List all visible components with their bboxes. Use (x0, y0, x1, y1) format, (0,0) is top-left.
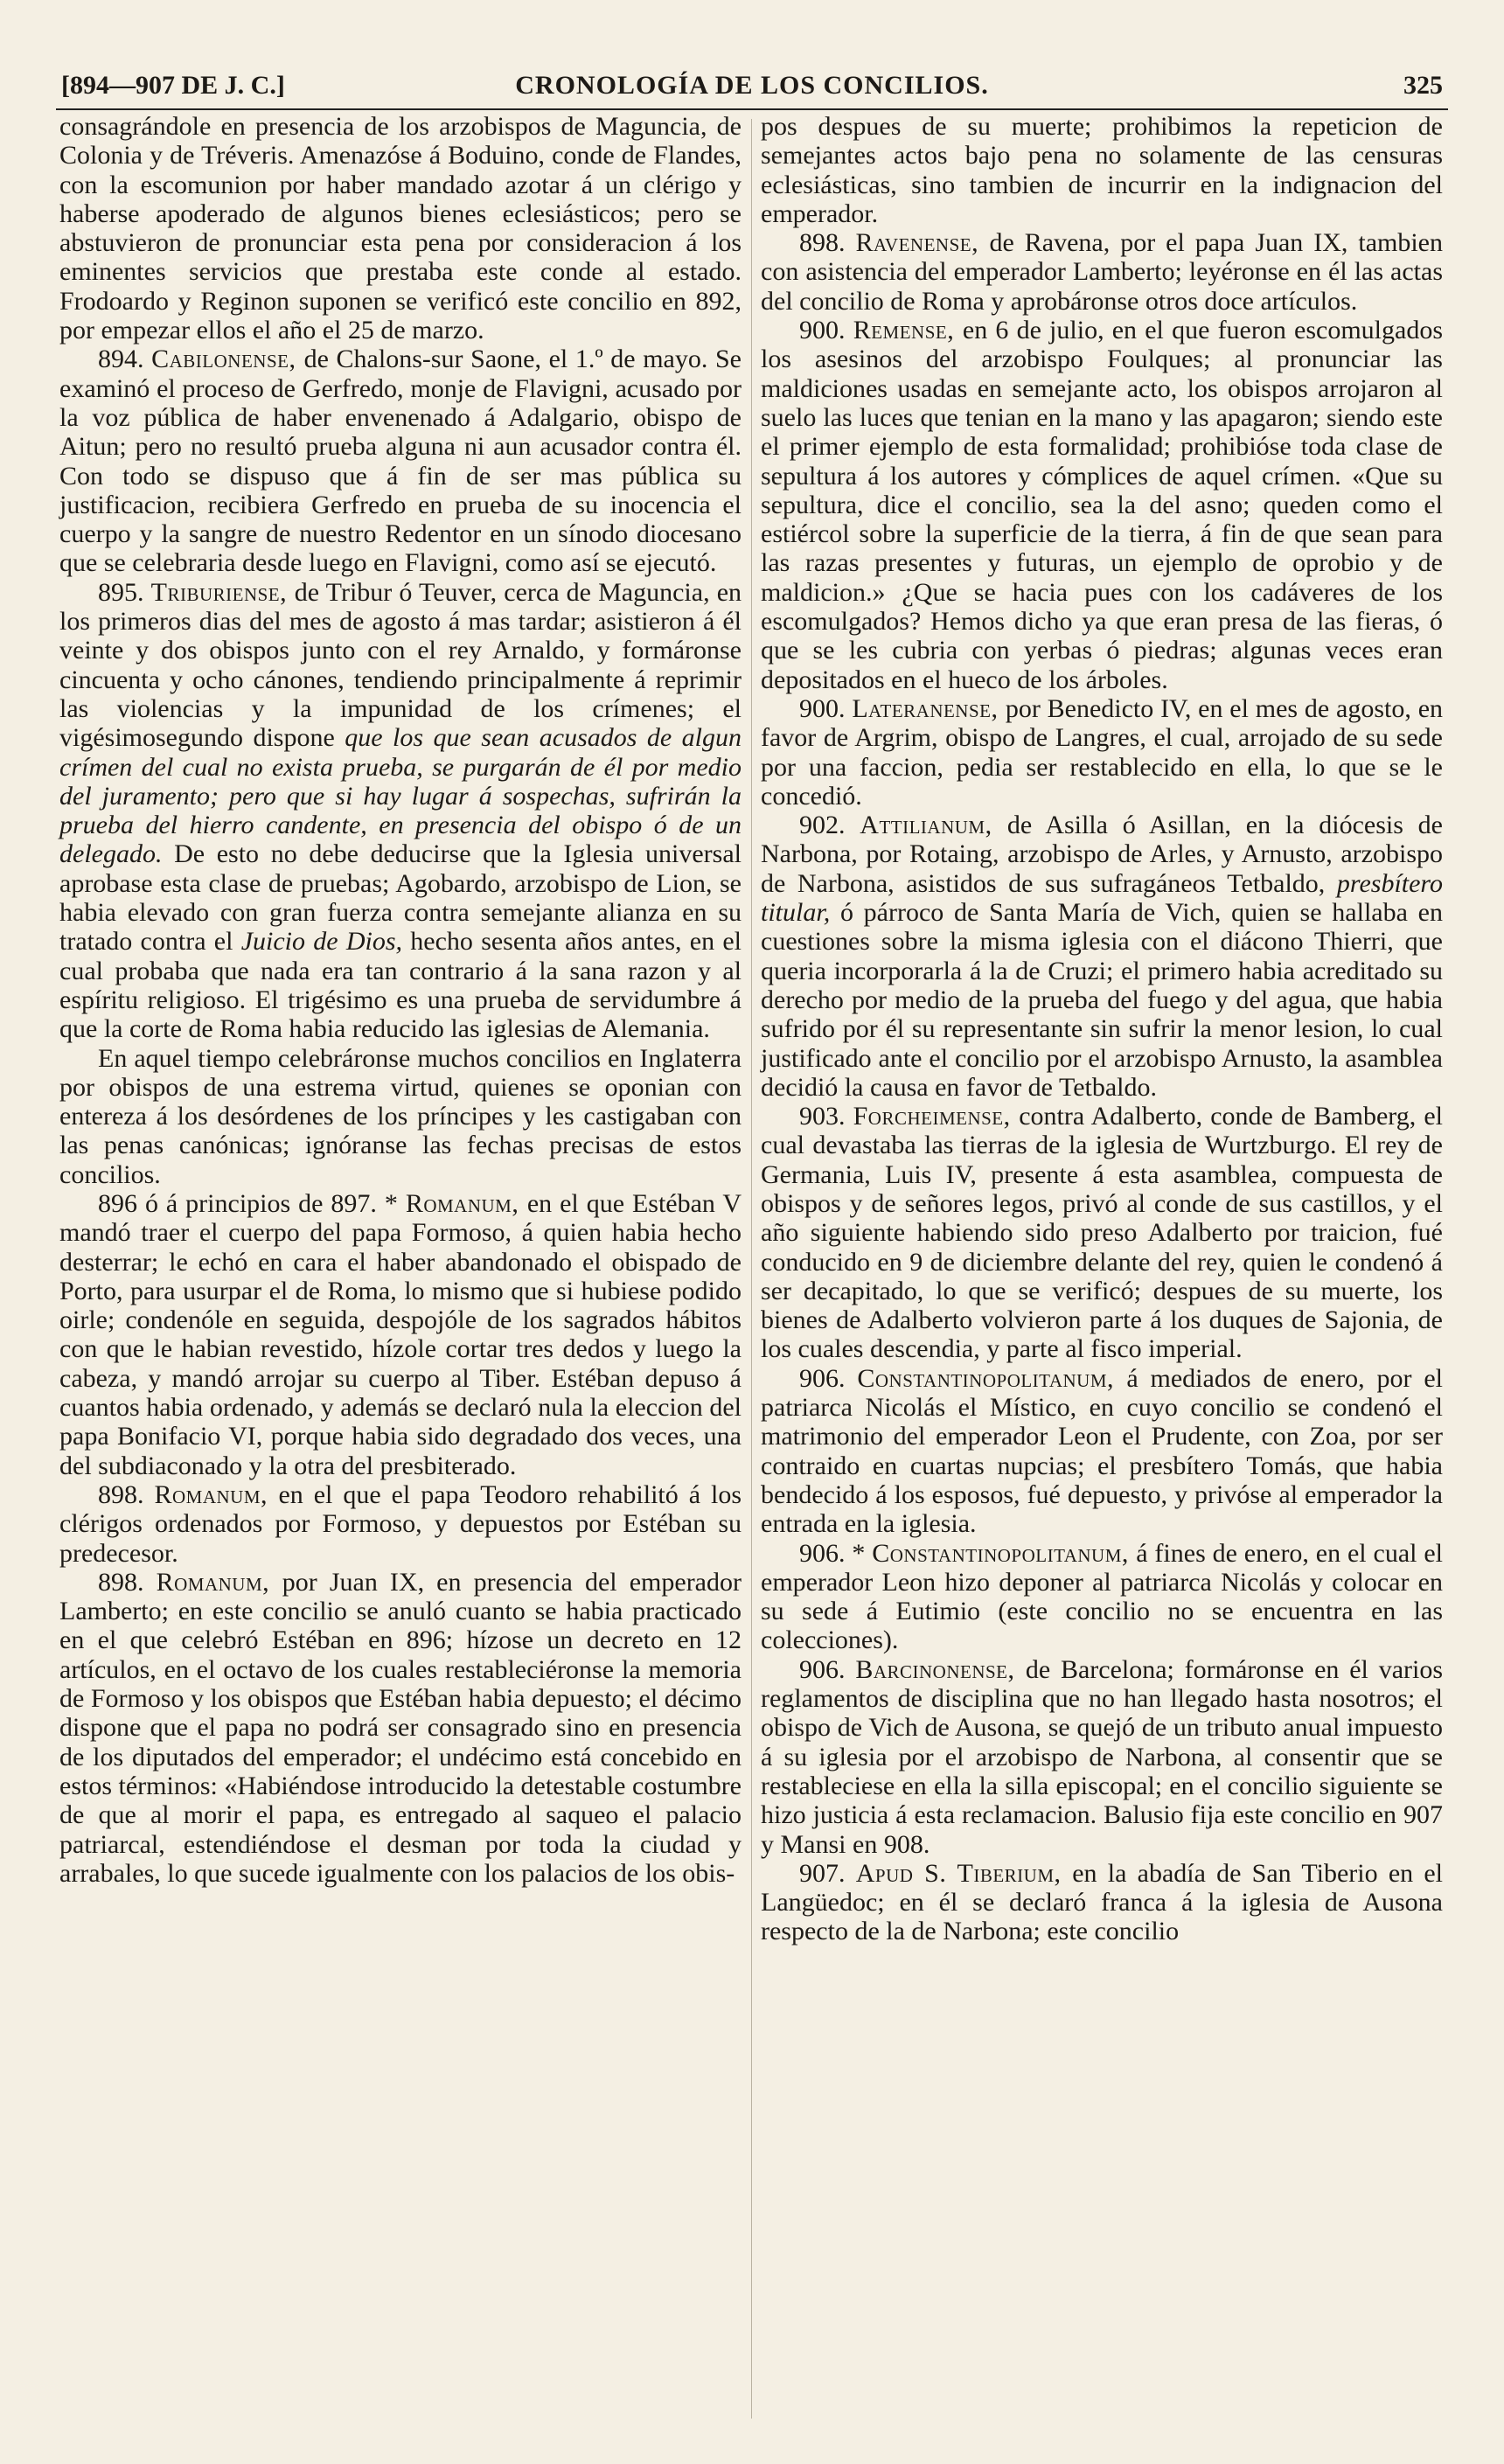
entry-text: en el que Estéban V mandó traer el cuerpo del papa Formoso, á quien habia hecho desterrar; le echó en cara el haber abandonado el obispado de Porto, para usurpar el de Roma, lo mismo que si hubiese podido oirle; condenóle en seguida, despojóle de los sagrados hábitos con que le habian revestido, hízole cortar tres dedos y luego la cabeza, y mandó arrojar su cuerpo al Tiber. Estéban depuso á cuantos habia ordenado, y además se declaró nula la eleccion del papa Bonifacio VI, porque habia sido degradado dos veces, una del subdiaconado y la otra del presbiterado. (59, 1188, 742, 1480)
council-name: Cabilonense, (151, 345, 304, 374)
council-name: Forcheimense, (853, 1102, 1020, 1131)
council-entry (59, 578, 742, 1044)
council-name: Apud S. Tiberium, (855, 1858, 1073, 1888)
entry-text: por Benedicto IV, en el mes de agosto, en favor de Argrim, obispo de Langres, el cual, arrojado de su sede por una faccion, pedia ser restablecido en ella, lo que se le concedió. (761, 693, 1444, 811)
entry-text: de Ravena, por el papa Juan IX, tambien con asistencia del emperador Lamberto; leyéronse en él las actas del concilio de Roma y aprobáronse otros doce artículos. (761, 228, 1443, 316)
entry-text: de Chalons-sur Saone, el 1.º de mayo. Se examinó el proceso de Gerfredo, monje de Flavigni, acusado por la voz pública de haber envenenado á Adalgario, obispo de Aitun; pero no resultó prueba alguna ni aun acusador contra él. Con todo se dispuso que á fin de ser mas pública su justificacion, recibiera Gerfredo en prueba de su inocencia el cuerpo y la sangre de nuestro Redentor en un sínodo diocesano que se celebraria desde luego en Flavigni, como así se ejecutó. (59, 345, 742, 578)
entry-text: ó párroco de Santa María de Vich, quien se hallaba en cuestiones sobre la misma iglesia con el diácono Thierri, que queria incorporarla á la de Cruzi; el primero habia acreditado su derecho por medio de la prueba del fuego y del agua, que habia sufrido por él su representante sin sufrir la menor lesion, lo cual justificado ante el concilio por el arzobispo Arnusto, la asamblea decidió la causa en favor de Tetbaldo. (761, 898, 1443, 1102)
entry-text: de Tribur ó Teuver, cerca de Maguncia, en los primeros dias del mes de agosto á mas tardar; asistieron á él veinte y dos obispos junto con el rey Arnaldo, y formáronse cincuenta y ocho cánones, tendiendo principalmente á reprimir las violencias y la impunidad de los crímenes; el vigésimosegundo dispone (59, 577, 742, 753)
column-divider (751, 119, 752, 2419)
entry-number: 900. (799, 316, 853, 345)
paragraph (59, 112, 742, 345)
council-name: Romanum, (154, 1479, 279, 1509)
entry-italic: Juicio de Dios, (240, 927, 411, 957)
entry-italic: presbítero titular, (761, 868, 1443, 928)
council-name: Lateranense, (852, 693, 1006, 723)
paragraph (59, 1044, 742, 1189)
council-entry (761, 316, 1443, 694)
council-name: Constantinopolitanum, (857, 1363, 1127, 1393)
council-entry (59, 1189, 742, 1480)
council-entry (761, 1655, 1443, 1859)
council-name: Attilianum, (860, 811, 1007, 840)
entry-number: 898. (799, 228, 856, 258)
council-name: Romanum, (156, 1567, 282, 1597)
council-name: Remense, (853, 316, 963, 345)
entry-text: de Barcelona; formáronse en él varios reglamentos de disciplina que no han llegado hasta nosotros; el obispo de Vich de Ausona, se quejó de un tributo anual impuesto á su iglesia por el arzobispo de Narbona, al consentir que se restableciese en ella la silla episcopal; en el concilio siguiente se hizo justicia á esta reclamacion. Balusio fija este concilio en 907 y Mansi en 908. (761, 1654, 1444, 1859)
entry-star: * (384, 1188, 406, 1218)
council-name: Constantinopolitanum, (872, 1538, 1137, 1568)
entry-text: De esto no debe deducirse que la Iglesia universal aprobase esta clase de pruebas; Agobardo, arzobispo de Lion, se habia elevado con gran fuerza contra semejante alianza en su tratado contra el (59, 839, 742, 957)
council-entry (761, 1364, 1443, 1539)
council-entry (761, 694, 1443, 811)
entry-number: 906. (799, 1654, 856, 1684)
header-title: CRONOLOGÍA DE LOS CONCILIOS. (515, 71, 989, 100)
entry-star: * (852, 1538, 873, 1568)
page-number: 325 (1403, 71, 1443, 100)
entry-number: 902. (799, 811, 860, 840)
council-name: Triburiense, (150, 577, 295, 607)
entry-number: 895. (98, 577, 151, 607)
entry-text: contra Adalberto, conde de Bamberg, el cual devastaba las tierras de la iglesia de Wurtzburgo. El rey de Germania, Luis IV, presente á esta asamblea, compuesta de obispos y de señores legos, privó al conde de sus castillos, y el año siguiente habiendo sido preso Adalberto por traicion, fué conducido en 9 de diciembre delante del rey, quien le condenó á ser decapitado, lo que se verificó; despues de su muerte, los bienes de Adalberto volvieron parte á los duques de Sajonia, de los cuales descendia, y parte al fisco imperial. (761, 1102, 1444, 1364)
council-entry (761, 1539, 1443, 1655)
entry-number: 900. (799, 693, 853, 723)
entry-text: en la abadía de San Tiberio en el Langüedoc; en él se declaró franca á la iglesia de Ausona respecto de la de Narbona; este concilio (761, 1858, 1444, 1946)
entry-text: de Asilla ó Asillan, en la diócesis de Narbona, por Rotaing, arzobispo de Arles, y Arnusto, arzobispo de Narbona, asistidos de sus sufragáneos Tetbaldo, (761, 811, 1443, 898)
running-header (56, 66, 1448, 110)
entry-text: en el que el papa Teodoro rehabilitó á los clérigos ordenados por Formoso, y depuestos por Estéban su predecesor. (59, 1479, 742, 1568)
entry-text: consagrándole en presencia de los arzobispos de Maguncia, de Colonia y de Tréveris. Amenazóse á Boduino, conde de Flandes, con la escomunion por haber mandado azotar á un clérigo y haberse apoderado de algunos bienes eclesiásticos; pero se abstuvieron de pronunciar esta pena por consideracion á los eminentes servicios que prestaba este conde al estado. Frodoardo y Reginon suponen se verificó este concilio en 892, por empezar ellos el año el 25 de marzo. (59, 112, 742, 345)
council-entry (761, 228, 1443, 316)
entry-text: en 6 de julio, en el que fueron escomulgados los asesinos del arzobispo Foulques; al pronunciar las maldiciones usadas en semejante acto, los obispos arrojaron al suelo las luces que tenian en la mano y las apagaron; siendo este el primer ejemplo de esta formalidad; prohibióse toda clase de sepultura á los autores y cómplices de aquel crímen. «Que su sepultura, dice el concilio, sea la del asno; queden como el estiércol sobre la superficie de la tierra, á fin de que sean para las razas presentes y futuras, un ejemplo de oprobio y de maldicion.» ¿Que se hacia pues con los cadáveres de los escomulgados? Hemos dicho ya que eran presa de las fieras, ó que se les cubria con yerbas ó piedras; algunas veces eran depositados en el hueco de los árboles. (761, 316, 1444, 694)
entry-number: 898. (98, 1479, 155, 1509)
entry-number: 896 ó á principios de 897. (98, 1188, 385, 1218)
entry-text: pos despues de su muerte; prohibimos la repeticion de semejantes actos bajo pena no solamente de las censuras eclesiásticas, sino tambien de incurrir en la indignacion del emperador. (761, 112, 1443, 228)
council-entry (59, 1480, 742, 1568)
entry-text: por Juan IX, en presencia del emperador Lamberto; en este concilio se anuló cuanto se habia practicado en el que celebró Estéban en 896; hízose un decreto en 12 artículos, en el octavo de los cuales restableciéronse la memoria de Formoso y los obispos que Estéban habia depuesto; el décimo dispone que el papa no podrá ser consagrado sino en presencia de los diputados del emperador; el undécimo está concebido en estos términos: «Habiéndose introducido la detestable costumbre de que al morir el papa, es entregado al saqueo el palacio patriarcal, estendiéndose el desman por toda la ciudad y arrabales, lo que sucede igualmente con los palacios de los obis- (59, 1567, 742, 1888)
entry-number: 898. (98, 1567, 157, 1597)
entry-text: á fines de enero, en el cual el emperador Leon hizo deponer al patriarca Nicolás y colocar en su sede á Eutimio (este concilio no se encuentra en las colecciones). (761, 1538, 1443, 1655)
paragraph (761, 112, 1443, 228)
entry-text: á mediados de enero, por el patriarca Nicolás el Místico, en cuyo concilio se condenó el matrimonio del emperador Leon el Prudente, con Zoa, por ser contraido en cuartas nupcias; el presbítero Tomás, que habia bendecido á los esposos, fué depuesto, y privóse al emperador la entrada en la iglesia. (761, 1363, 1443, 1539)
council-name: Ravenense, (855, 228, 990, 258)
entry-text: En aquel tiempo celebráronse muchos concilios en Inglaterra por obispos de una estrema virtud, quienes se oponian con entereza á los desórdenes de los príncipes y les castigaban con las penas canónicas; ignóranse las fechas precisas de estos concilios. (59, 1043, 742, 1189)
council-entry (59, 345, 742, 577)
header-date-range: [894—907 DE J. C.] (61, 71, 285, 100)
entry-italic: que los que sean acusados de algun crímen del cual no exista prueba, se purgarán de él por medio del juramento; pero que si hay lugar á sospechas, sufrirán la prueba del hierro candente, en presencia del obispo ó de un delegado. (59, 723, 742, 869)
council-name: Romanum, (405, 1188, 527, 1218)
entry-text: hecho sesenta años antes, en el cual probaba que nada era tan contrario á la sana razon y al espíritu religioso. El trigésimo es una prueba de servidumbre á que la corte de Roma habia reducido las iglesias de Alemania. (59, 927, 742, 1044)
council-entry (761, 1102, 1443, 1364)
council-name: Barcinonense, (855, 1654, 1026, 1684)
left-column (59, 112, 742, 1888)
council-entry (59, 1568, 742, 1888)
right-column (761, 112, 1443, 1946)
council-entry (761, 1859, 1443, 1946)
entry-number: 907. (799, 1858, 856, 1888)
entry-number: 906. (799, 1363, 858, 1393)
entry-number: 894. (98, 345, 152, 374)
entry-number: 903. (799, 1102, 853, 1131)
council-entry (761, 811, 1443, 1102)
entry-number: 906. (799, 1538, 853, 1568)
